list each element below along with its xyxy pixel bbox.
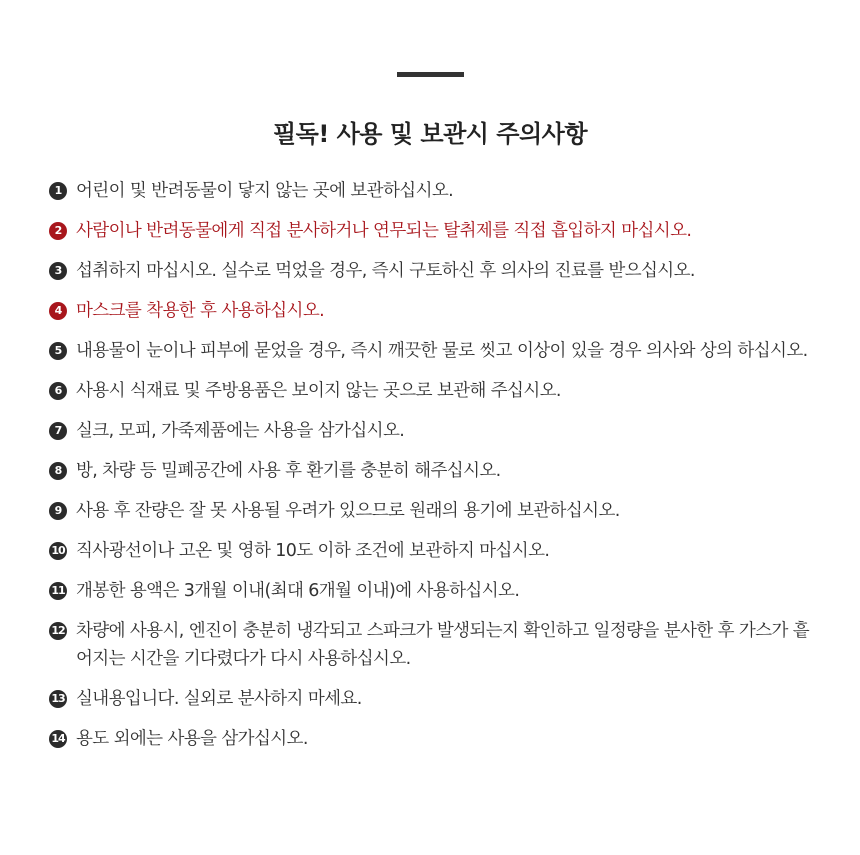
page-title: 필독! 사용 및 보관시 주의사항 xyxy=(272,120,588,148)
number-badge-icon: 6 xyxy=(49,382,67,400)
list-item-text: 개봉한 용액은 3개월 이내(최대 6개월 이내)에 사용하십시오. xyxy=(76,581,520,601)
list-item xyxy=(49,377,819,405)
caution-list xyxy=(49,177,819,765)
list-item-text: 차량에 사용시, 엔진이 충분히 냉각되고 스파크가 발생되는지 확인하고 일정량을 분사한 후 가스가 흩어지는 시간을 기다렸다가 다시 사용하십시오. xyxy=(76,621,810,669)
number-badge-icon: 12 xyxy=(49,622,67,640)
list-item xyxy=(49,257,819,285)
number-badge-icon: 1 xyxy=(49,182,67,200)
list-item xyxy=(49,725,819,753)
list-item xyxy=(49,537,819,565)
list-item xyxy=(49,177,819,205)
list-item-text: 방, 차량 등 밀폐공간에 사용 후 환기를 충분히 해주십시오. xyxy=(76,461,501,481)
list-item-text: 사용시 식재료 및 주방용품은 보이지 않는 곳으로 보관해 주십시오. xyxy=(76,381,561,401)
number-badge-icon: 10 xyxy=(49,542,67,560)
list-item-text: 사람이나 반려동물에게 직접 분사하거나 연무되는 탈취제를 직접 흡입하지 마십시오. xyxy=(76,221,692,241)
list-item xyxy=(49,617,819,673)
list-item-text: 직사광선이나 고온 및 영하 10도 이하 조건에 보관하지 마십시오. xyxy=(76,541,550,561)
list-item xyxy=(49,685,819,713)
number-badge-icon: 7 xyxy=(49,422,67,440)
number-badge-icon: 13 xyxy=(49,690,67,708)
list-item xyxy=(49,417,819,445)
number-badge-icon: 9 xyxy=(49,502,67,520)
list-item-text: 내용물이 눈이나 피부에 묻었을 경우, 즉시 깨끗한 물로 씻고 이상이 있을 경우 의사와 상의 하십시오. xyxy=(76,341,808,361)
list-item-text: 사용 후 잔량은 잘 못 사용될 우려가 있으므로 원래의 용기에 보관하십시오. xyxy=(76,501,620,521)
list-item-text: 실내용입니다. 실외로 분사하지 마세요. xyxy=(76,689,362,709)
list-item-text: 어린이 및 반려동물이 닿지 않는 곳에 보관하십시오. xyxy=(76,181,454,201)
list-item xyxy=(49,497,819,525)
list-item-text: 마스크를 착용한 후 사용하십시오. xyxy=(76,301,325,321)
list-item-text: 용도 외에는 사용을 삼가십시오. xyxy=(76,729,308,749)
list-item-text: 섭취하지 마십시오. 실수로 먹었을 경우, 즉시 구토하신 후 의사의 진료를 받으십시오. xyxy=(76,261,695,281)
number-badge-icon: 11 xyxy=(49,582,67,600)
number-badge-icon: 3 xyxy=(49,262,67,280)
list-item-text: 실크, 모피, 가죽제품에는 사용을 삼가십시오. xyxy=(76,421,405,441)
title-divider-bar xyxy=(397,72,464,77)
list-item xyxy=(49,217,819,245)
number-badge-icon: 8 xyxy=(49,462,67,480)
list-item xyxy=(49,457,819,485)
number-badge-icon: 5 xyxy=(49,342,67,360)
number-badge-icon: 4 xyxy=(49,302,67,320)
list-item xyxy=(49,577,819,605)
list-item xyxy=(49,297,819,325)
number-badge-icon: 2 xyxy=(49,222,67,240)
list-item xyxy=(49,337,819,365)
number-badge-icon: 14 xyxy=(49,730,67,748)
